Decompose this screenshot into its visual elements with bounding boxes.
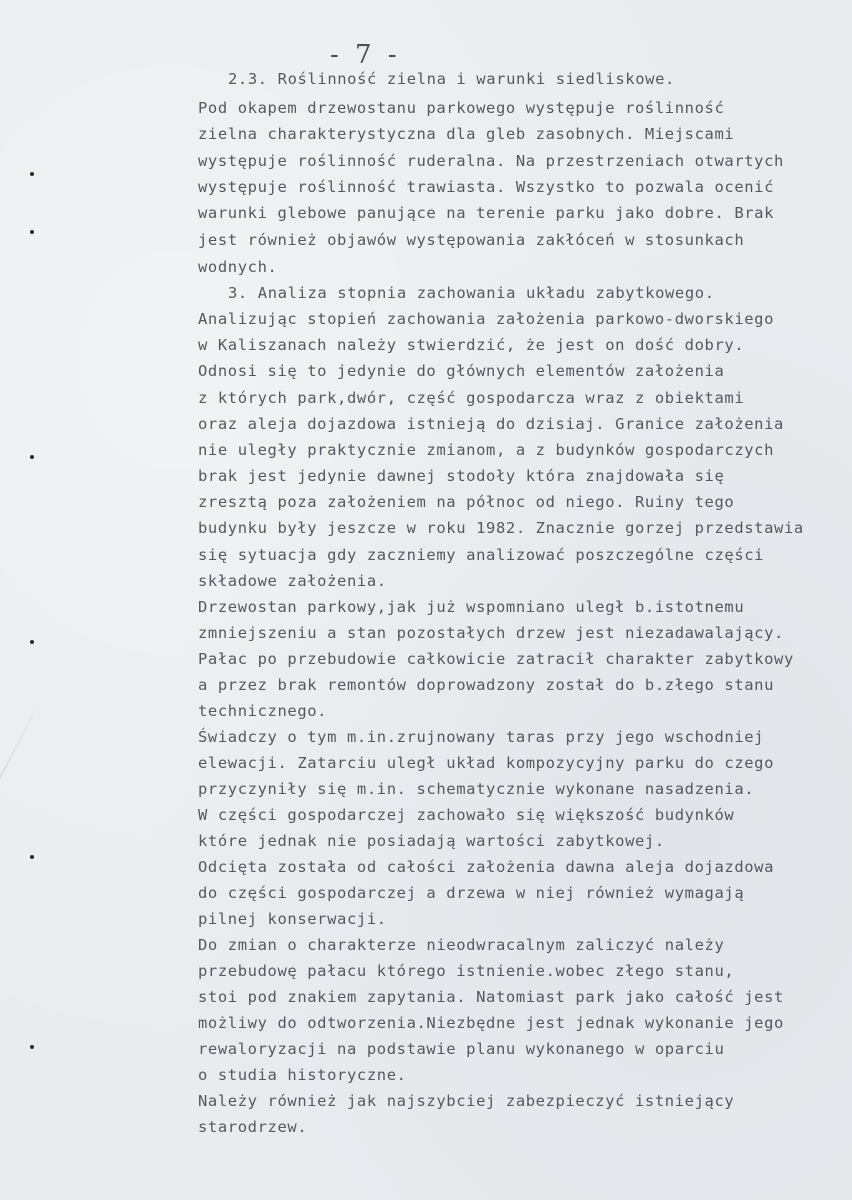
page-number: - 7 - — [330, 40, 401, 70]
text-line: jest również objawów występowania zakłóceń w stosunkach — [198, 231, 745, 249]
text-line: brak jest jedynie dawnej stodoły która znajdowała się — [198, 467, 725, 485]
text-line: technicznego. — [198, 702, 328, 720]
text-line: 2.3. Roślinność zielna i warunki siedliskowe. — [228, 70, 675, 88]
text-line: możliwy do odtworzenia.Niezbędne jest jednak wykonanie jego — [198, 1014, 784, 1032]
text-line: Należy również jak najszybciej zabezpieczyć istniejący — [198, 1092, 735, 1110]
text-line: elewacji. Zatarciu uległ układ kompozycyjny parku do czego — [198, 754, 775, 772]
text-line: się sytuacja gdy zaczniemy analizować poszczególne części — [198, 546, 765, 564]
text-line: przyczyniły się m.in. schematycznie wykonane nasadzenia. — [198, 780, 755, 798]
paper-crease — [0, 700, 42, 1019]
text-line: zresztą poza założeniem na północ od niego. Ruiny tego — [198, 493, 735, 511]
text-line: W części gospodarczej zachowało się większość budynków — [198, 806, 735, 824]
text-line: zielna charakterystyczna dla gleb zasobnych. Miejscami — [198, 125, 735, 143]
text-line: wodnych. — [198, 258, 278, 276]
text-line: Świadczy o tym m.in.zrujnowany taras przy jego wschodniej — [198, 728, 765, 746]
text-line: występuje roślinność ruderalna. Na przestrzeniach otwartych — [198, 152, 784, 170]
text-line: zmniejszeniu a stan pozostałych drzew jest niezadawalający. — [198, 624, 784, 642]
text-line: składowe założenia. — [198, 572, 387, 590]
punch-hole — [30, 1045, 34, 1049]
text-line: do części gospodarczej a drzewa w niej również wymagają — [198, 884, 745, 902]
text-line: a przez brak remontów doprowadzony został do b.złego stanu — [198, 676, 775, 694]
punch-hole — [30, 172, 34, 176]
text-line: warunki glebowe panujące na terenie parku jako dobre. Brak — [198, 204, 775, 222]
text-line: z których park,dwór, część gospodarcza wraz z obiektami — [198, 389, 745, 407]
text-line: w Kaliszanach należy stwierdzić, że jest on dość dobry. — [198, 336, 745, 354]
text-line: rewaloryzacji na podstawie planu wykonanego w oparciu — [198, 1040, 725, 1058]
text-line: występuje roślinność trawiasta. Wszystko to pozwala ocenić — [198, 178, 775, 196]
text-line: pilnej konserwacji. — [198, 910, 387, 928]
text-line: stoi pod znakiem zapytania. Natomiast park jako całość jest — [198, 988, 784, 1006]
punch-hole — [30, 640, 34, 644]
punch-hole — [30, 455, 34, 459]
text-line: Odnosi się to jedynie do głównych elementów założenia — [198, 362, 725, 380]
text-line: nie uległy praktycznie zmianom, a z budynków gospodarczych — [198, 441, 775, 459]
text-line: Pałac po przebudowie całkowicie zatracił charakter zabytkowy — [198, 650, 794, 668]
text-line: oraz aleja dojazdowa istnieją do dzisiaj. Granice założenia — [198, 415, 784, 433]
text-line: Analizując stopień zachowania założenia parkowo-dworskiego — [198, 310, 775, 328]
text-line: które jednak nie posiadają wartości zabytkowej. — [198, 832, 665, 850]
text-line: Odcięta została od całości założenia dawna aleja dojazdowa — [198, 858, 775, 876]
punch-hole — [30, 855, 34, 859]
text-line: 3. Analiza stopnia zachowania układu zabytkowego. — [228, 284, 715, 302]
text-line: starodrzew. — [198, 1118, 308, 1136]
text-line: Drzewostan parkowy,jak już wspomniano uległ b.istotnemu — [198, 598, 745, 616]
punch-hole — [30, 230, 34, 234]
text-line: budynku były jeszcze w roku 1982. Znacznie gorzej przedstawia — [198, 519, 804, 537]
text-line: o studia historyczne. — [198, 1066, 407, 1084]
text-line: Do zmian o charakterze nieodwracalnym zaliczyć należy — [198, 936, 725, 954]
text-line: przebudowę pałacu którego istnienie.wobec złego stanu, — [198, 962, 735, 980]
text-line: Pod okapem drzewostanu parkowego występuje roślinność — [198, 99, 725, 117]
